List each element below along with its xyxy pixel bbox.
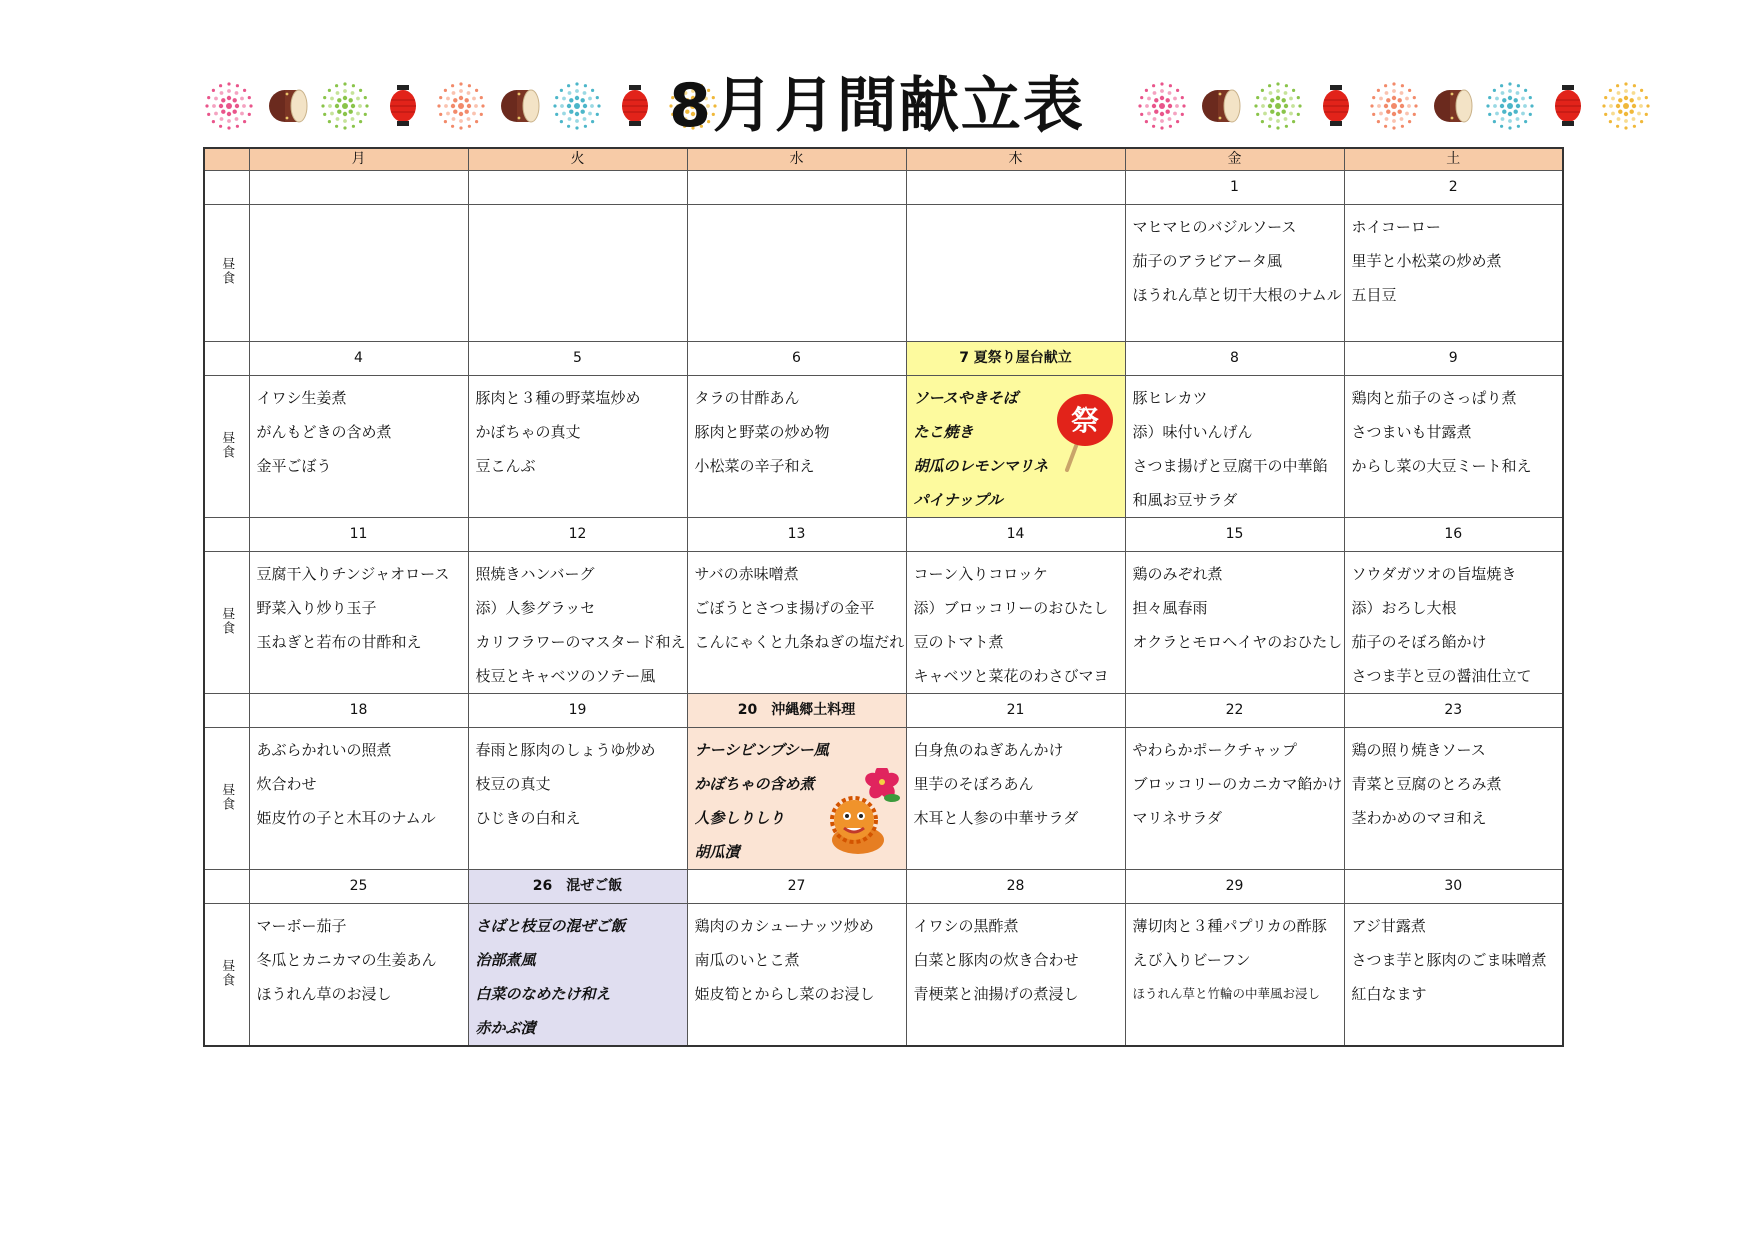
weekday-sat: 土 xyxy=(1344,148,1563,171)
dish-item: タラの甘酢あん xyxy=(694,389,800,407)
date-cell-fri: 15 xyxy=(1125,518,1344,552)
date-cell-mon: 11 xyxy=(249,518,468,552)
dish-item: イワシの黒酢煮 xyxy=(913,917,1019,935)
dish-item: 姫皮筍とからし菜のお浸し xyxy=(694,985,875,1003)
fireworks-icon xyxy=(1602,82,1650,130)
weekday-thu: 木 xyxy=(906,148,1125,171)
dish-item: ホイコーロー xyxy=(1351,218,1441,236)
menu-cell-mon xyxy=(249,205,468,342)
meal-label-cell xyxy=(204,376,249,518)
dish-item: 姫皮竹の子と木耳のナムル xyxy=(256,809,436,827)
menu-cell-tue xyxy=(468,904,687,1047)
corner-cell xyxy=(204,148,249,171)
lunch-label: 昼食 xyxy=(219,257,235,285)
menu-cell-fri xyxy=(1125,904,1344,1047)
dish-item: 五目豆 xyxy=(1351,286,1397,304)
dish-item: 鶏の照り焼きソース xyxy=(1351,741,1486,759)
dish-item: こんにゃくと九条ねぎの塩だれ xyxy=(694,633,905,651)
fireworks-icon xyxy=(1254,82,1302,130)
date-cell-mon: 25 xyxy=(249,870,468,904)
dish-list xyxy=(250,728,468,874)
lunch-label: 昼食 xyxy=(219,958,235,987)
menu-cell-wed xyxy=(687,728,906,870)
date-cell-mon: 4 xyxy=(249,342,468,376)
dish-item: 人参しりしり xyxy=(694,809,785,827)
weekday-wed: 水 xyxy=(687,148,906,171)
date-cell-mon: 18 xyxy=(249,694,468,728)
dish-item: たこ焼き xyxy=(913,423,974,441)
fireworks-icon xyxy=(1370,82,1418,130)
date-cell-thu: 14 xyxy=(906,518,1125,552)
menu-cell-thu xyxy=(906,205,1125,342)
dish-list xyxy=(688,205,906,346)
dish-item: 胡瓜のレモンマリネ xyxy=(913,457,1049,475)
dish-list xyxy=(1126,728,1344,874)
menu-cell-mon xyxy=(249,728,468,870)
svg-text:祭: 祭 xyxy=(1070,404,1099,437)
dish-item: 里芋と小松菜の炒め煮 xyxy=(1351,252,1502,270)
dish-item: さつま揚げと豆腐干の中華餡 xyxy=(1132,457,1328,475)
taiko-drum-icon xyxy=(1196,82,1244,130)
dish-item: マリネサラダ xyxy=(1132,809,1223,827)
dish-item: さばと枝豆の混ぜご飯 xyxy=(475,917,626,935)
weekday-tue: 火 xyxy=(468,148,687,171)
dish-list xyxy=(469,552,687,698)
menu-table xyxy=(203,147,1564,1047)
date-cell-wed: 6 xyxy=(687,342,906,376)
menu-cell-tue xyxy=(468,376,687,518)
dish-item: えび入りビーフン xyxy=(1132,951,1251,969)
dish-item: かぼちゃの真丈 xyxy=(475,423,581,441)
dish-item: さつま芋と豆の醤油仕立て xyxy=(1351,667,1532,685)
fireworks-icon xyxy=(1138,82,1186,130)
date-cell-sat: 9 xyxy=(1344,342,1563,376)
menu-cell-sat xyxy=(1344,904,1563,1047)
date-row xyxy=(204,171,1563,205)
dish-item: 添）人参グラッセ xyxy=(475,599,596,617)
menu-cell-thu xyxy=(906,904,1125,1047)
dish-item: パイナップル xyxy=(913,491,1003,509)
date-cell-wed: 13 xyxy=(687,518,906,552)
dish-item: 紅白なます xyxy=(1351,985,1427,1003)
dish-list xyxy=(250,376,468,522)
decoration-row-right xyxy=(1138,82,1650,130)
dish-list xyxy=(688,552,906,698)
dish-item: ごぼうとさつま揚げの金平 xyxy=(694,599,875,617)
dish-item: オクラとモロヘイヤのおひたし xyxy=(1132,633,1343,651)
dish-item: 金平ごぼう xyxy=(256,457,332,475)
dish-item: ほうれん草のお浸し xyxy=(256,985,392,1003)
lunch-row xyxy=(204,728,1563,870)
dish-list xyxy=(688,376,906,522)
lantern-icon xyxy=(1544,82,1592,130)
date-cell-thu xyxy=(906,171,1125,205)
dish-list xyxy=(469,376,687,522)
dish-item: 添）ブロッコリーのおひたし xyxy=(913,599,1109,617)
dish-item: 豆こんぶ xyxy=(475,457,536,475)
dish-item: コーン入りコロッケ xyxy=(913,565,1048,583)
dish-list xyxy=(1345,376,1563,522)
menu-cell-fri xyxy=(1125,205,1344,342)
date-cell-mon xyxy=(249,171,468,205)
menu-cell-sat xyxy=(1344,552,1563,694)
dish-item: からし菜の大豆ミート和え xyxy=(1351,457,1532,475)
dish-item: ほうれん草と竹輪の中華風お浸し xyxy=(1132,986,1321,1001)
lunch-label: 昼食 xyxy=(219,782,235,811)
dish-item: 春雨と豚肉のしょうゆ炒め xyxy=(475,741,656,759)
dish-item: ナーシビンブシー風 xyxy=(694,741,829,759)
date-cell-fri: 22 xyxy=(1125,694,1344,728)
date-row-label-cell xyxy=(204,870,249,904)
date-row-label-cell xyxy=(204,342,249,376)
dish-item: 南瓜のいとこ煮 xyxy=(694,951,800,969)
dish-item: ほうれん草と切干大根のナムル xyxy=(1132,286,1342,304)
dish-item: 豆のトマト煮 xyxy=(913,633,1004,651)
dish-list xyxy=(688,904,906,1050)
dish-item: 鶏肉と茄子のさっぱり煮 xyxy=(1351,389,1517,407)
dish-item: マーボー茄子 xyxy=(256,917,347,935)
dish-list xyxy=(907,904,1125,1050)
dish-item: 冬瓜とカニカマの生姜あん xyxy=(256,951,437,969)
menu-cell-wed xyxy=(687,904,906,1047)
menu-cell-thu xyxy=(906,376,1125,518)
dish-item: 胡瓜漬 xyxy=(694,843,740,861)
weekday-mon: 月 xyxy=(249,148,468,171)
date-row xyxy=(204,870,1563,904)
menu-cell-sat xyxy=(1344,205,1563,342)
date-cell-sat: 23 xyxy=(1344,694,1563,728)
menu-cell-mon xyxy=(249,552,468,694)
menu-cell-wed xyxy=(687,205,906,342)
dish-item: 和風お豆サラダ xyxy=(1132,491,1238,509)
dish-item: 治部煮風 xyxy=(475,951,536,969)
dish-item: ソウダガツオの旨塩焼き xyxy=(1351,565,1517,583)
dish-item: ブロッコリーのカニカマ餡かけ xyxy=(1132,775,1343,793)
dish-item: 白菜と豚肉の炊き合わせ xyxy=(913,951,1079,969)
date-row-label-cell xyxy=(204,518,249,552)
menu-cell-fri xyxy=(1125,376,1344,518)
dish-item: 担々風春雨 xyxy=(1132,599,1208,617)
dish-item: 白身魚のねぎあんかけ xyxy=(913,741,1064,759)
date-cell-fri: 8 xyxy=(1125,342,1344,376)
dish-list xyxy=(469,904,687,1050)
dish-item: あぶらかれいの照煮 xyxy=(256,741,392,759)
lunch-row xyxy=(204,205,1563,342)
date-row-label-cell xyxy=(204,694,249,728)
weekday-fri: 金 xyxy=(1125,148,1344,171)
date-cell-thu: 21 xyxy=(906,694,1125,728)
menu-cell-sat xyxy=(1344,376,1563,518)
menu-cell-tue xyxy=(468,728,687,870)
meal-label-cell xyxy=(204,552,249,694)
date-cell-thu: 7 夏祭り屋台献立 xyxy=(906,342,1125,376)
dish-list xyxy=(1345,728,1563,874)
date-cell-wed: 20 沖縄郷土料理 xyxy=(687,694,906,728)
dish-list xyxy=(1345,904,1563,1050)
festival-fan-icon xyxy=(1045,390,1115,472)
dish-item: 小松菜の辛子和え xyxy=(694,457,815,475)
dish-list xyxy=(1126,904,1344,1050)
dish-item: 鶏のみぞれ煮 xyxy=(1132,565,1223,583)
lunch-row xyxy=(204,904,1563,1047)
dish-item: 豚ヒレカツ xyxy=(1132,389,1208,407)
dish-item: がんもどきの含め煮 xyxy=(256,423,392,441)
menu-cell-mon xyxy=(249,376,468,518)
menu-cell-tue xyxy=(468,552,687,694)
lunch-label: 昼食 xyxy=(219,606,235,635)
menu-cell-wed xyxy=(687,376,906,518)
menu-cell-wed xyxy=(687,552,906,694)
dish-item: 鶏肉のカシューナッツ炒め xyxy=(694,917,874,935)
dish-item: 青菜と豆腐のとろみ煮 xyxy=(1351,775,1502,793)
date-row-label-cell xyxy=(204,171,249,205)
date-row xyxy=(204,342,1563,376)
meal-label-cell xyxy=(204,205,249,342)
dish-item: 里芋のそぼろあん xyxy=(913,775,1034,793)
menu-cell-fri xyxy=(1125,728,1344,870)
fireworks-icon xyxy=(1486,82,1534,130)
lunch-row xyxy=(204,376,1563,518)
weekday-header-row xyxy=(204,148,1563,171)
dish-item: 枝豆とキャベツのソテー風 xyxy=(475,667,656,685)
dish-item: さつま芋と豚肉のごま味噌煮 xyxy=(1351,951,1547,969)
date-cell-tue: 5 xyxy=(468,342,687,376)
dish-item: 白菜のなめたけ和え xyxy=(475,985,611,1003)
menu-cell-thu xyxy=(906,728,1125,870)
meal-label-cell xyxy=(204,904,249,1047)
dish-list xyxy=(1126,205,1344,346)
menu-cell-thu xyxy=(906,552,1125,694)
dish-item: イワシ生姜煮 xyxy=(256,389,347,407)
dish-item: アジ甘露煮 xyxy=(1351,917,1426,935)
date-cell-tue: 26 混ぜご飯 xyxy=(468,870,687,904)
page-header xyxy=(0,62,1754,150)
dish-list xyxy=(1345,552,1563,698)
dish-item: 茄子のアラビアータ風 xyxy=(1132,252,1283,270)
date-cell-tue xyxy=(468,171,687,205)
dish-list xyxy=(250,904,468,1050)
dish-item: 青梗菜と油揚げの煮浸し xyxy=(913,985,1079,1003)
dish-item: かぼちゃの含め煮 xyxy=(694,775,815,793)
meal-label-cell xyxy=(204,728,249,870)
dish-item: ソースやきそば xyxy=(913,389,1018,407)
dish-item: サバの赤味噌煮 xyxy=(694,565,799,583)
dish-item: マヒマヒのバジルソース xyxy=(1132,218,1297,236)
lantern-icon xyxy=(1312,82,1360,130)
dish-item: 野菜入り炒り玉子 xyxy=(256,599,377,617)
dish-item: 添）おろし大根 xyxy=(1351,599,1457,617)
dish-list xyxy=(250,205,468,346)
dish-item: さつまいも甘露煮 xyxy=(1351,423,1472,441)
menu-cell-fri xyxy=(1125,552,1344,694)
menu-cell-sat xyxy=(1344,728,1563,870)
date-cell-sat: 30 xyxy=(1344,870,1563,904)
dish-item: 豚肉と３種の野菜塩炒め xyxy=(475,389,641,407)
dish-list xyxy=(907,552,1125,698)
dish-list xyxy=(250,552,468,698)
dish-item: 赤かぶ漬 xyxy=(475,1019,536,1037)
date-cell-tue: 19 xyxy=(468,694,687,728)
lunch-label: 昼食 xyxy=(219,430,235,459)
dish-item: 木耳と人参の中華サラダ xyxy=(913,809,1079,827)
date-cell-fri: 1 xyxy=(1125,171,1344,205)
dish-item: 枝豆の真丈 xyxy=(475,775,551,793)
shisa-hibiscus-icon xyxy=(820,768,902,858)
dish-item: 炊合わせ xyxy=(256,775,317,793)
dish-item: キャベツと菜花のわさびマヨ xyxy=(913,667,1109,685)
dish-item: 豚肉と野菜の炒め物 xyxy=(694,423,830,441)
dish-item: 豆腐干入りチンジャオロース xyxy=(256,565,450,583)
date-row xyxy=(204,694,1563,728)
dish-item: 添）味付いんげん xyxy=(1132,423,1253,441)
dish-list xyxy=(469,728,687,874)
taiko-drum-icon xyxy=(1428,82,1476,130)
dish-list xyxy=(1345,205,1563,346)
dish-item: やわらかポークチャップ xyxy=(1132,741,1298,759)
date-row xyxy=(204,518,1563,552)
dish-item: 茎わかめのマヨ和え xyxy=(1351,809,1487,827)
dish-item: カリフラワーのマスタード和え xyxy=(475,633,686,651)
dish-item: ひじきの白和え xyxy=(475,809,581,827)
dish-item: 玉ねぎと若布の甘酢和え xyxy=(256,633,422,651)
dish-item: 照焼きハンバーグ xyxy=(475,565,595,583)
date-cell-sat: 16 xyxy=(1344,518,1563,552)
date-cell-sat: 2 xyxy=(1344,171,1563,205)
menu-cell-tue xyxy=(468,205,687,342)
menu-cell-mon xyxy=(249,904,468,1047)
date-cell-wed xyxy=(687,171,906,205)
dish-item: 薄切肉と３種パプリカの酢豚 xyxy=(1132,917,1327,935)
dish-list xyxy=(469,205,687,346)
dish-list xyxy=(907,728,1125,874)
dish-list xyxy=(1126,552,1344,698)
date-cell-thu: 28 xyxy=(906,870,1125,904)
dish-item: 茄子のそぼろ餡かけ xyxy=(1351,633,1487,651)
date-cell-fri: 29 xyxy=(1125,870,1344,904)
dish-list xyxy=(1126,376,1344,522)
page-title: 8月月間献立表 xyxy=(669,71,1085,141)
date-cell-tue: 12 xyxy=(468,518,687,552)
lunch-row xyxy=(204,552,1563,694)
date-cell-wed: 27 xyxy=(687,870,906,904)
dish-list xyxy=(907,205,1125,346)
